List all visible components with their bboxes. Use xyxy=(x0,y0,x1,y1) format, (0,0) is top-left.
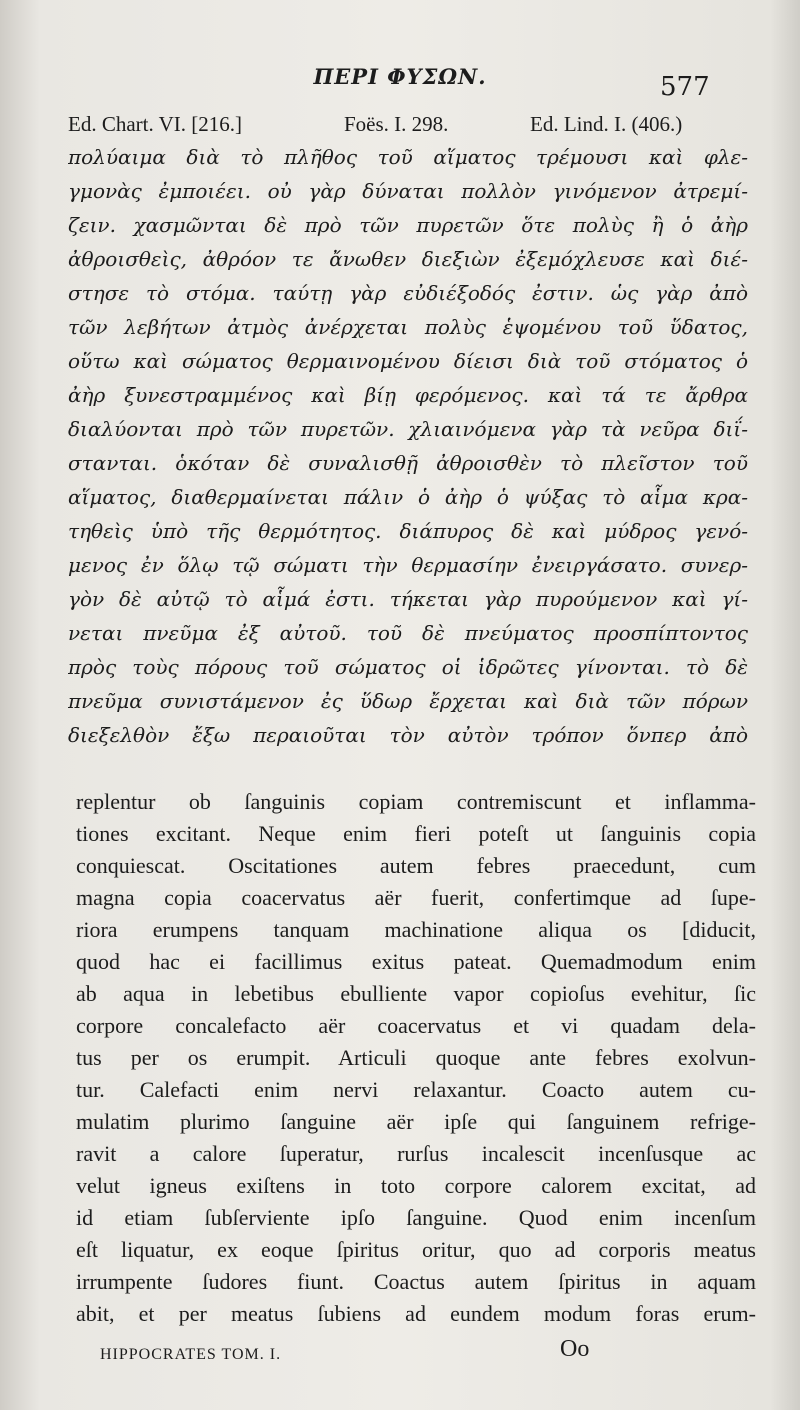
latin-line: riora erumpens tanquam machinatione aliqua os [diducit, xyxy=(76,917,756,942)
latin-line: tus per os erumpit. Articuli quoque ante febres exolvun- xyxy=(76,1045,756,1070)
greek-line: γὸν δὲ αὐτῷ τὸ αἷμά ἐστι. τήκεται γὰρ πυρούμενον καὶ γί- xyxy=(68,587,748,611)
latin-line: corpore concalefacto aër coacervatus et vi quadam dela- xyxy=(76,1013,756,1038)
edition-lind-ref: Ed. Lind. I. (406.) xyxy=(530,112,683,136)
latin-line: replentur ob ſanguinis copiam contremiscunt et inflamma- xyxy=(76,789,756,814)
edition-references xyxy=(68,112,748,140)
latin-line: id etiam ſubſerviente ipſo ſanguine. Quod enim incenſum xyxy=(76,1205,756,1230)
page-number: 577 xyxy=(660,72,710,102)
edition-foes-ref: Foës. I. 298. xyxy=(344,112,449,136)
greek-line: πνεῦμα συνιστάμενον ἐς ὕδωρ ἔρχεται καὶ διὰ τῶν πόρων xyxy=(68,689,748,713)
greek-line: διεξελθὸν ἔξω περαιοῦται τὸν αὐτὸν τρόπον ὅνπερ ἀπὸ xyxy=(68,723,748,747)
greek-text-block xyxy=(68,140,748,752)
latin-line: magna copia coacervatus aër fuerit, confertimque ad ſupe- xyxy=(76,885,756,910)
latin-line: ravit a calore ſuperatur, rurſus incalescit incenſusque ac xyxy=(76,1141,756,1166)
latin-line: abit, et per meatus ſubiens ad eundem modum foras erum- xyxy=(76,1301,756,1326)
latin-line: quod hac ei facillimus exitus pateat. Quemadmodum enim xyxy=(76,949,756,974)
latin-line: conquiescat. Oscitationes autem febres praecedunt, cum xyxy=(76,853,756,878)
greek-line: ἀθροισθεὶς, ἀθρόον τε ἄνωθεν διεξιὼν ἐξεμόχλευσε καὶ διέ- xyxy=(68,247,748,271)
greek-line: γμονὰς ἐμποιέει. οὐ γὰρ δύναται πολλὸν γινόμενον ἀτρεμί- xyxy=(68,179,748,203)
latin-line: eſt liquatur, ex eoque ſpiritus oritur, quo ad corporis meatus xyxy=(76,1237,756,1262)
latin-line: velut igneus exiſtens in toto corpore calorem excitat, ad xyxy=(76,1173,756,1198)
greek-line: διαλύονται πρὸ τῶν πυρετῶν. χλιαινόμενα γὰρ τὰ νεῦρα διΐ- xyxy=(68,417,748,441)
greek-line: πολύαιμα διὰ τὸ πλῆθος τοῦ αἵματος τρέμουσι καὶ φλε- xyxy=(68,145,748,169)
greek-line: μενος ἐν ὅλῳ τῷ σώματι τὴν θερμασίην ἐνειργάσατο. συνερ- xyxy=(68,553,748,577)
latin-line: ab aqua in lebetibus ebulliente vapor copioſus evehitur, ſic xyxy=(76,981,756,1006)
greek-line: στησε τὸ στόμα. ταύτῃ γὰρ εὐδιέξοδός ἐστιν. ὡς γὰρ ἀπὸ xyxy=(68,281,748,305)
footer-signature-mark: Oo xyxy=(560,1336,590,1362)
greek-line: πρὸς τοὺς πόρους τοῦ σώματος οἱ ἱδρῶτες γίνονται. τὸ δὲ xyxy=(68,655,748,679)
greek-line: οὕτω καὶ σώματος θερμαινομένου δίεισι διὰ τοῦ στόματος ὁ xyxy=(68,349,748,373)
latin-text-block xyxy=(76,786,756,1330)
greek-line: νεται πνεῦμα ἐξ αὐτοῦ. τοῦ δὲ πνεύματος προσπίπτοντος xyxy=(68,621,748,645)
latin-line: tiones excitant. Neque enim fieri poteſt ut ſanguinis copia xyxy=(76,821,756,846)
latin-line: tur. Calefacti enim nervi relaxantur. Coacto autem cu- xyxy=(76,1077,756,1102)
greek-line: ἀὴρ ξυνεστραμμένος καὶ βίῃ φερόμενος. καὶ τά τε ἄρθρα xyxy=(68,383,748,407)
greek-line: ζειν. χασμῶνται δὲ πρὸ τῶν πυρετῶν ὅτε πολὺς ἢ ὁ ἀὴρ xyxy=(68,213,748,237)
latin-line: irrumpente ſudores fiunt. Coactus autem ſpiritus in aquam xyxy=(76,1269,756,1294)
greek-line: τηθεὶς ὑπὸ τῆς θερμότητος. διάπυρος δὲ καὶ μύδρος γενό- xyxy=(68,519,748,543)
footer-signature: HIPPOCRATES TOM. I. xyxy=(100,1346,282,1363)
running-head: ΠΕΡΙ ΦΥΣΩΝ. xyxy=(313,64,487,89)
latin-line: mulatim plurimo ſanguine aër ipſe qui ſanguinem refrige- xyxy=(76,1109,756,1134)
greek-line: τῶν λεβήτων ἀτμὸς ἀνέρχεται πολὺς ἑψομένου τοῦ ὕδατος, xyxy=(68,315,748,339)
edition-chart-ref: Ed. Chart. VI. [216.] xyxy=(68,112,242,136)
greek-line: στανται. ὁκόταν δὲ συναλισθῇ ἀθροισθὲν τὸ πλεῖστον τοῦ xyxy=(68,451,748,475)
greek-line: αἵματος, διαθερμαίνεται πάλιν ὁ ἀὴρ ὁ ψύξας τὸ αἷμα κρα- xyxy=(68,485,748,509)
